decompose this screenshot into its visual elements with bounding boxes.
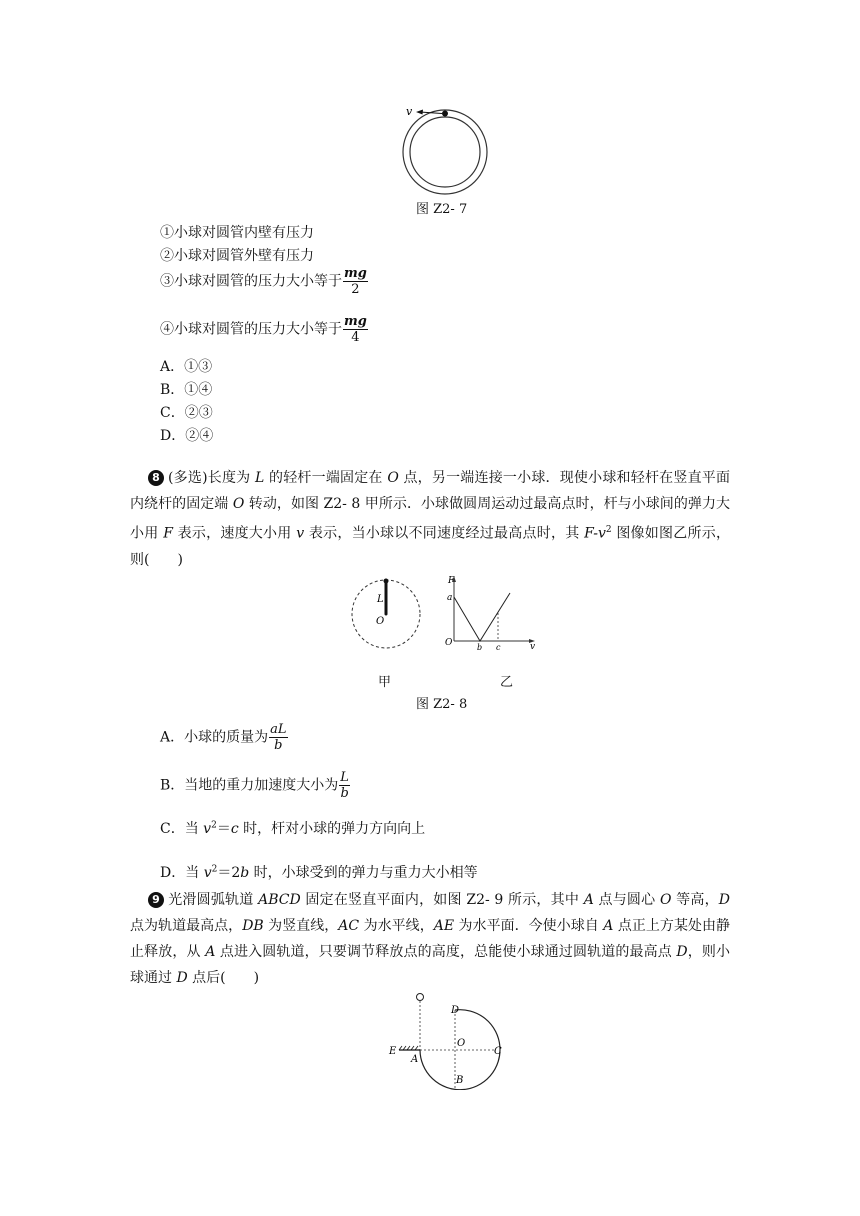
label-O: O [457,1038,466,1049]
label-B: B [456,1075,464,1086]
label-O: O [376,616,385,627]
label-E: E [389,1046,397,1057]
fraction-L-over-b: $\frac{L}{b}$ [340,770,349,801]
label-O: O [445,638,453,648]
q8-option-d[interactable]: D．当 $v^2=2b$ 时，小球受到的弹力与重力大小相等 [160,864,478,881]
fraction-mg-over-2: $\frac{mg}{2}$ [344,266,367,297]
figure-z2-8-yi [444,573,540,651]
label-C: C [494,1046,502,1057]
statement-4-text: ④小球对圆管的压力大小等于 [160,321,342,338]
figure-z2-7 [398,100,498,195]
figure-caption-z2-7: 图 Z2- 7 [416,202,468,217]
statement-2: ②小球对圆管外壁有压力 [160,248,314,264]
label-c: c [496,643,501,651]
q8-option-c[interactable]: C．当 $v^2=c$ 时，杆对小球的弹力方向向上 [160,820,426,837]
f-v-graph-line [454,593,510,641]
label-b: b [477,643,483,651]
fraction-aL-over-b: $\frac{aL}{b}$ [270,722,287,753]
label-D: D [451,1005,460,1016]
velocity-arrow-head [416,110,423,115]
ball [442,111,448,117]
statement-3 [160,266,368,297]
q7-option-a[interactable]: A．①③ [160,359,213,375]
q7-option-b[interactable]: B．①④ [160,382,213,398]
figure-z2-8-jia [346,574,426,654]
question-9-stem: 9 光滑圆弧轨道 ABCD 固定在竖直平面内，如图 Z2- 9 所示，其中 A 点与圆心 O 等高，D 点为轨道最高点，DB 为竖直线，AC 为水平线，AE 为水平面．今使小球自 A 点正上方某处由静止释放，从 A 点进入圆轨道，只要调节释放点的高度，总能使小球通过圆轨道的最高点 D，则小球通过 D 点后( ) [130,892,731,986]
label-v: v [406,105,413,118]
label-a: a [447,593,453,603]
statement-3-text: ③小球对圆管的压力大小等于 [160,273,342,290]
statement-4 [160,314,368,345]
release-ball [417,994,424,1001]
question-number-8: 8 [148,470,164,486]
figure-label-yi: 乙 [500,675,514,690]
figure-caption-z2-8: 图 Z2- 8 [416,697,468,712]
question-number-9: 9 [148,892,164,908]
q8-option-b[interactable]: B．当地的重力加速度大小为 $\frac{L}{b}$ [160,770,349,801]
tube-outer-circle [403,110,487,194]
statement-1: ①小球对圆管内壁有压力 [160,225,314,241]
figure-label-jia: 甲 [378,675,392,690]
q8-option-a[interactable]: A．小球的质量为 $\frac{aL}{b}$ [160,722,287,753]
label-L: L [377,594,384,605]
label-v: v [530,642,536,651]
pivot-o [385,613,388,616]
q7-option-d[interactable]: D．②④ [160,428,214,444]
label-A: A [411,1054,419,1065]
figure-z2-9 [385,990,515,1090]
question-8-stem: 8 (多选)长度为 L 的轻杆一端固定在 O 点，另一端连接一小球．现使小球和轻杆在竖直平面内绕杆的固定端 O 转动，如图 Z2- 8 甲所示．小球做圆周运动过最高点时，杆与小球间的弹力大小用 F 表示，速度大小用 v 表示，当小球以不同速度经过最高点时，其 $F-v^2$ 图像如图乙所示，则( ) [130,470,731,568]
fraction-mg-over-4: $\frac{mg}{4}$ [344,314,367,345]
ball-top [384,579,389,584]
label-F: F [448,576,455,586]
q7-option-c[interactable]: C．②③ [160,405,213,421]
tube-inner-circle [410,117,480,187]
